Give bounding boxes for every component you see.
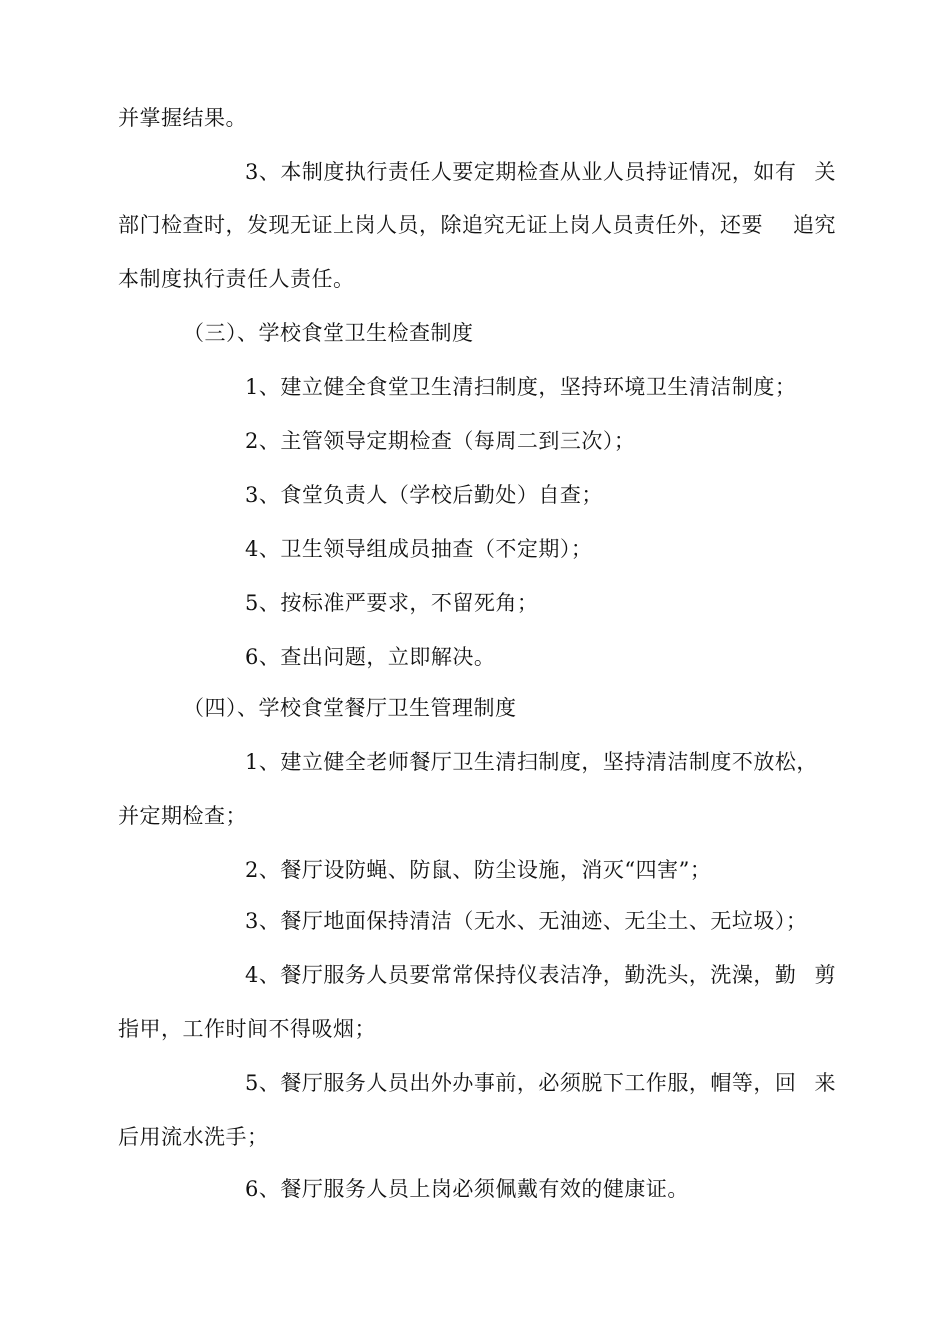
paragraph-line: 指甲，工作时间不得吸烟； — [118, 1017, 376, 1041]
paragraph-line — [118, 211, 836, 239]
list-item — [245, 1069, 836, 1097]
list-item: 2、主管领导定期检查（每周二到三次）； — [245, 429, 636, 453]
list-item: 4、卫生领导组成员抽查（不定期）； — [245, 537, 593, 561]
list-item: 6、餐厅服务人员上岗必须佩戴有效的健康证。 — [245, 1177, 689, 1201]
paragraph-line — [245, 158, 836, 186]
line-tail: 追究 — [793, 213, 836, 237]
line-tail: 关 — [814, 160, 836, 184]
paragraph-line: 并掌握结果。 — [118, 106, 247, 130]
list-item: 1、建立健全食堂卫生清扫制度，坚持环境卫生清洁制度； — [245, 375, 797, 399]
section-heading: （四）、学校食堂餐厅卫生管理制度 — [183, 696, 517, 720]
line-text: 部门检查时，发现无证上岗人员，除追究无证上岗人员责任外，还要 — [118, 213, 763, 237]
list-item: 5、按标准严要求，不留死角； — [245, 591, 539, 615]
paragraph-line: 后用流水洗手； — [118, 1125, 269, 1149]
paragraph-line: 本制度执行责任人责任。 — [118, 267, 355, 291]
list-item: 3、餐厅地面保持清洁（无水、无油迹、无尘土、无垃圾）； — [245, 909, 808, 933]
line-tail: 剪 — [814, 963, 836, 987]
list-item — [245, 961, 836, 989]
list-item: 2、餐厅设防蝇、防鼠、防尘设施，消灭“四害”； — [245, 858, 712, 882]
list-item: 3、食堂负责人（学校后勤处）自查； — [245, 483, 603, 507]
paragraph-line: 并定期检查； — [118, 804, 247, 828]
line-text: 4、餐厅服务人员要常常保持仪表洁净，勤洗头，洗澡，勤 — [245, 963, 797, 987]
list-item: 6、查出问题，立即解决。 — [245, 645, 496, 669]
line-text: 5、餐厅服务人员出外办事前，必须脱下工作服，帽等，回 — [245, 1071, 797, 1095]
list-item: 1、建立健全老师餐厅卫生清扫制度，坚持清洁制度不放松， — [245, 750, 818, 774]
section-heading: （三）、学校食堂卫生检查制度 — [183, 321, 474, 345]
line-text: 3、本制度执行责任人要定期检查从业人员持证情况，如有 — [245, 160, 797, 184]
line-tail: 来 — [814, 1071, 836, 1095]
